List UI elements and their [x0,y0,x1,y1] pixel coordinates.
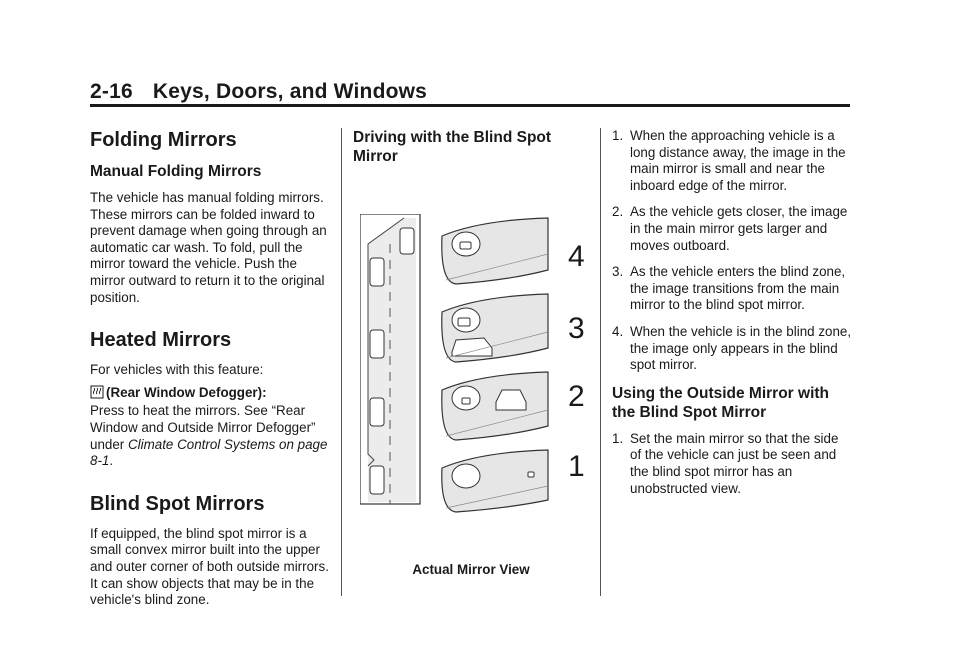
list-item [612,204,852,254]
defogger-label: (Rear Window Defogger): [106,384,267,400]
figure-label-3: 3 [568,312,585,345]
step-number: 4. [612,323,624,339]
figure-caption: Actual Mirror View [412,562,530,577]
folding-mirrors-heading: Folding Mirrors [90,129,237,151]
manual-folding-text: The vehicle has manual folding mirrors. These mirrors can be folded inward to prevent damage when going through an automatic car wash. To fold, pull the mirror toward the vehicle. Push the mirror outward to return it to the original position. [90,190,327,305]
mirror-car-2b [496,390,526,410]
list-item [612,128,852,194]
step-text: When the vehicle is in the blind zone, the image only appears in the blind spot mirror. [630,323,852,373]
column-divider-right [600,128,601,596]
step-text: As the vehicle enters the blind zone, the image transitions from the main mirror to the blind spot mirror. [630,264,846,313]
column-divider-left [341,128,342,596]
figure-label-4: 4 [568,240,585,273]
climate-control-reference: Climate Control Systems on page 8-1 [90,436,328,469]
lane-car-2-icon [370,398,384,426]
mirror-car-2a [462,398,470,404]
blind-spot-text: If equipped, the blind spot mirror is a small convex mirror built into the upper and outer corner of both outside mirrors. It can show objects that may be in the vehicle's blind zone. [90,525,329,608]
mirror-car-1a [528,472,534,477]
figure-label-1: 1 [568,450,585,483]
mirror-car-4a [460,242,471,249]
column-two [353,128,589,175]
mirror-car-3b [452,338,492,356]
defogger-text-lead: Press to heat the mirrors. See “Rear Window and Outside Mirror Defogger” under [90,403,316,452]
outside-mirror-steps [612,431,852,497]
blind-spot-steps [612,128,852,374]
approaching-car-icon [400,228,414,254]
page-number: 2-16 [90,80,133,103]
heated-intro: For vehicles with this feature: [90,362,264,378]
defogger-label-line [90,385,334,404]
mirror-car-3a [458,318,470,326]
column-three [612,128,852,507]
blind-spot-diagram [360,214,590,514]
page-header [90,80,850,104]
section-title: Keys, Doors, and Windows [152,80,428,103]
list-item [612,264,852,314]
list-item [612,431,852,497]
lane-car-1-icon [370,466,384,494]
outside-mirror-heading: Using the Outside Mirror with the Blind Spot Mirror [612,384,830,421]
rear-defogger-icon [90,385,104,404]
lane-car-3-icon [370,330,384,358]
blind-spot-mirrors-heading: Blind Spot Mirrors [90,492,265,515]
figure-label-2: 2 [568,380,585,413]
blind-spot-figure [360,214,590,514]
step-text: As the vehicle gets closer, the image in the main mirror gets larger and moves outboard. [630,204,848,253]
step-number: 1. [612,430,624,446]
header-rule [90,104,850,107]
step-number: 3. [612,264,624,280]
defogger-text-end: . [109,453,114,469]
step-number: 1. [612,128,624,143]
driving-blind-spot-heading: Driving with the Blind Spot Mirror [353,129,552,165]
step-text: When the approaching vehicle is a long distance away, the image in the main mirror is small and near the inboard edge of the mirror. [630,128,846,193]
lane-car-4-icon [370,258,384,286]
step-number: 2. [612,204,624,220]
heated-mirrors-heading: Heated Mirrors [90,329,232,352]
step-text: Set the main mirror so that the side of the vehicle can just be seen and the blind spot mirror has an unobstructed view. [630,430,839,496]
column-one [90,128,334,623]
list-item [612,324,852,374]
defogger-text [90,403,334,469]
manual-folding-heading: Manual Folding Mirrors [90,163,262,180]
convex-mirror-1 [452,464,480,488]
